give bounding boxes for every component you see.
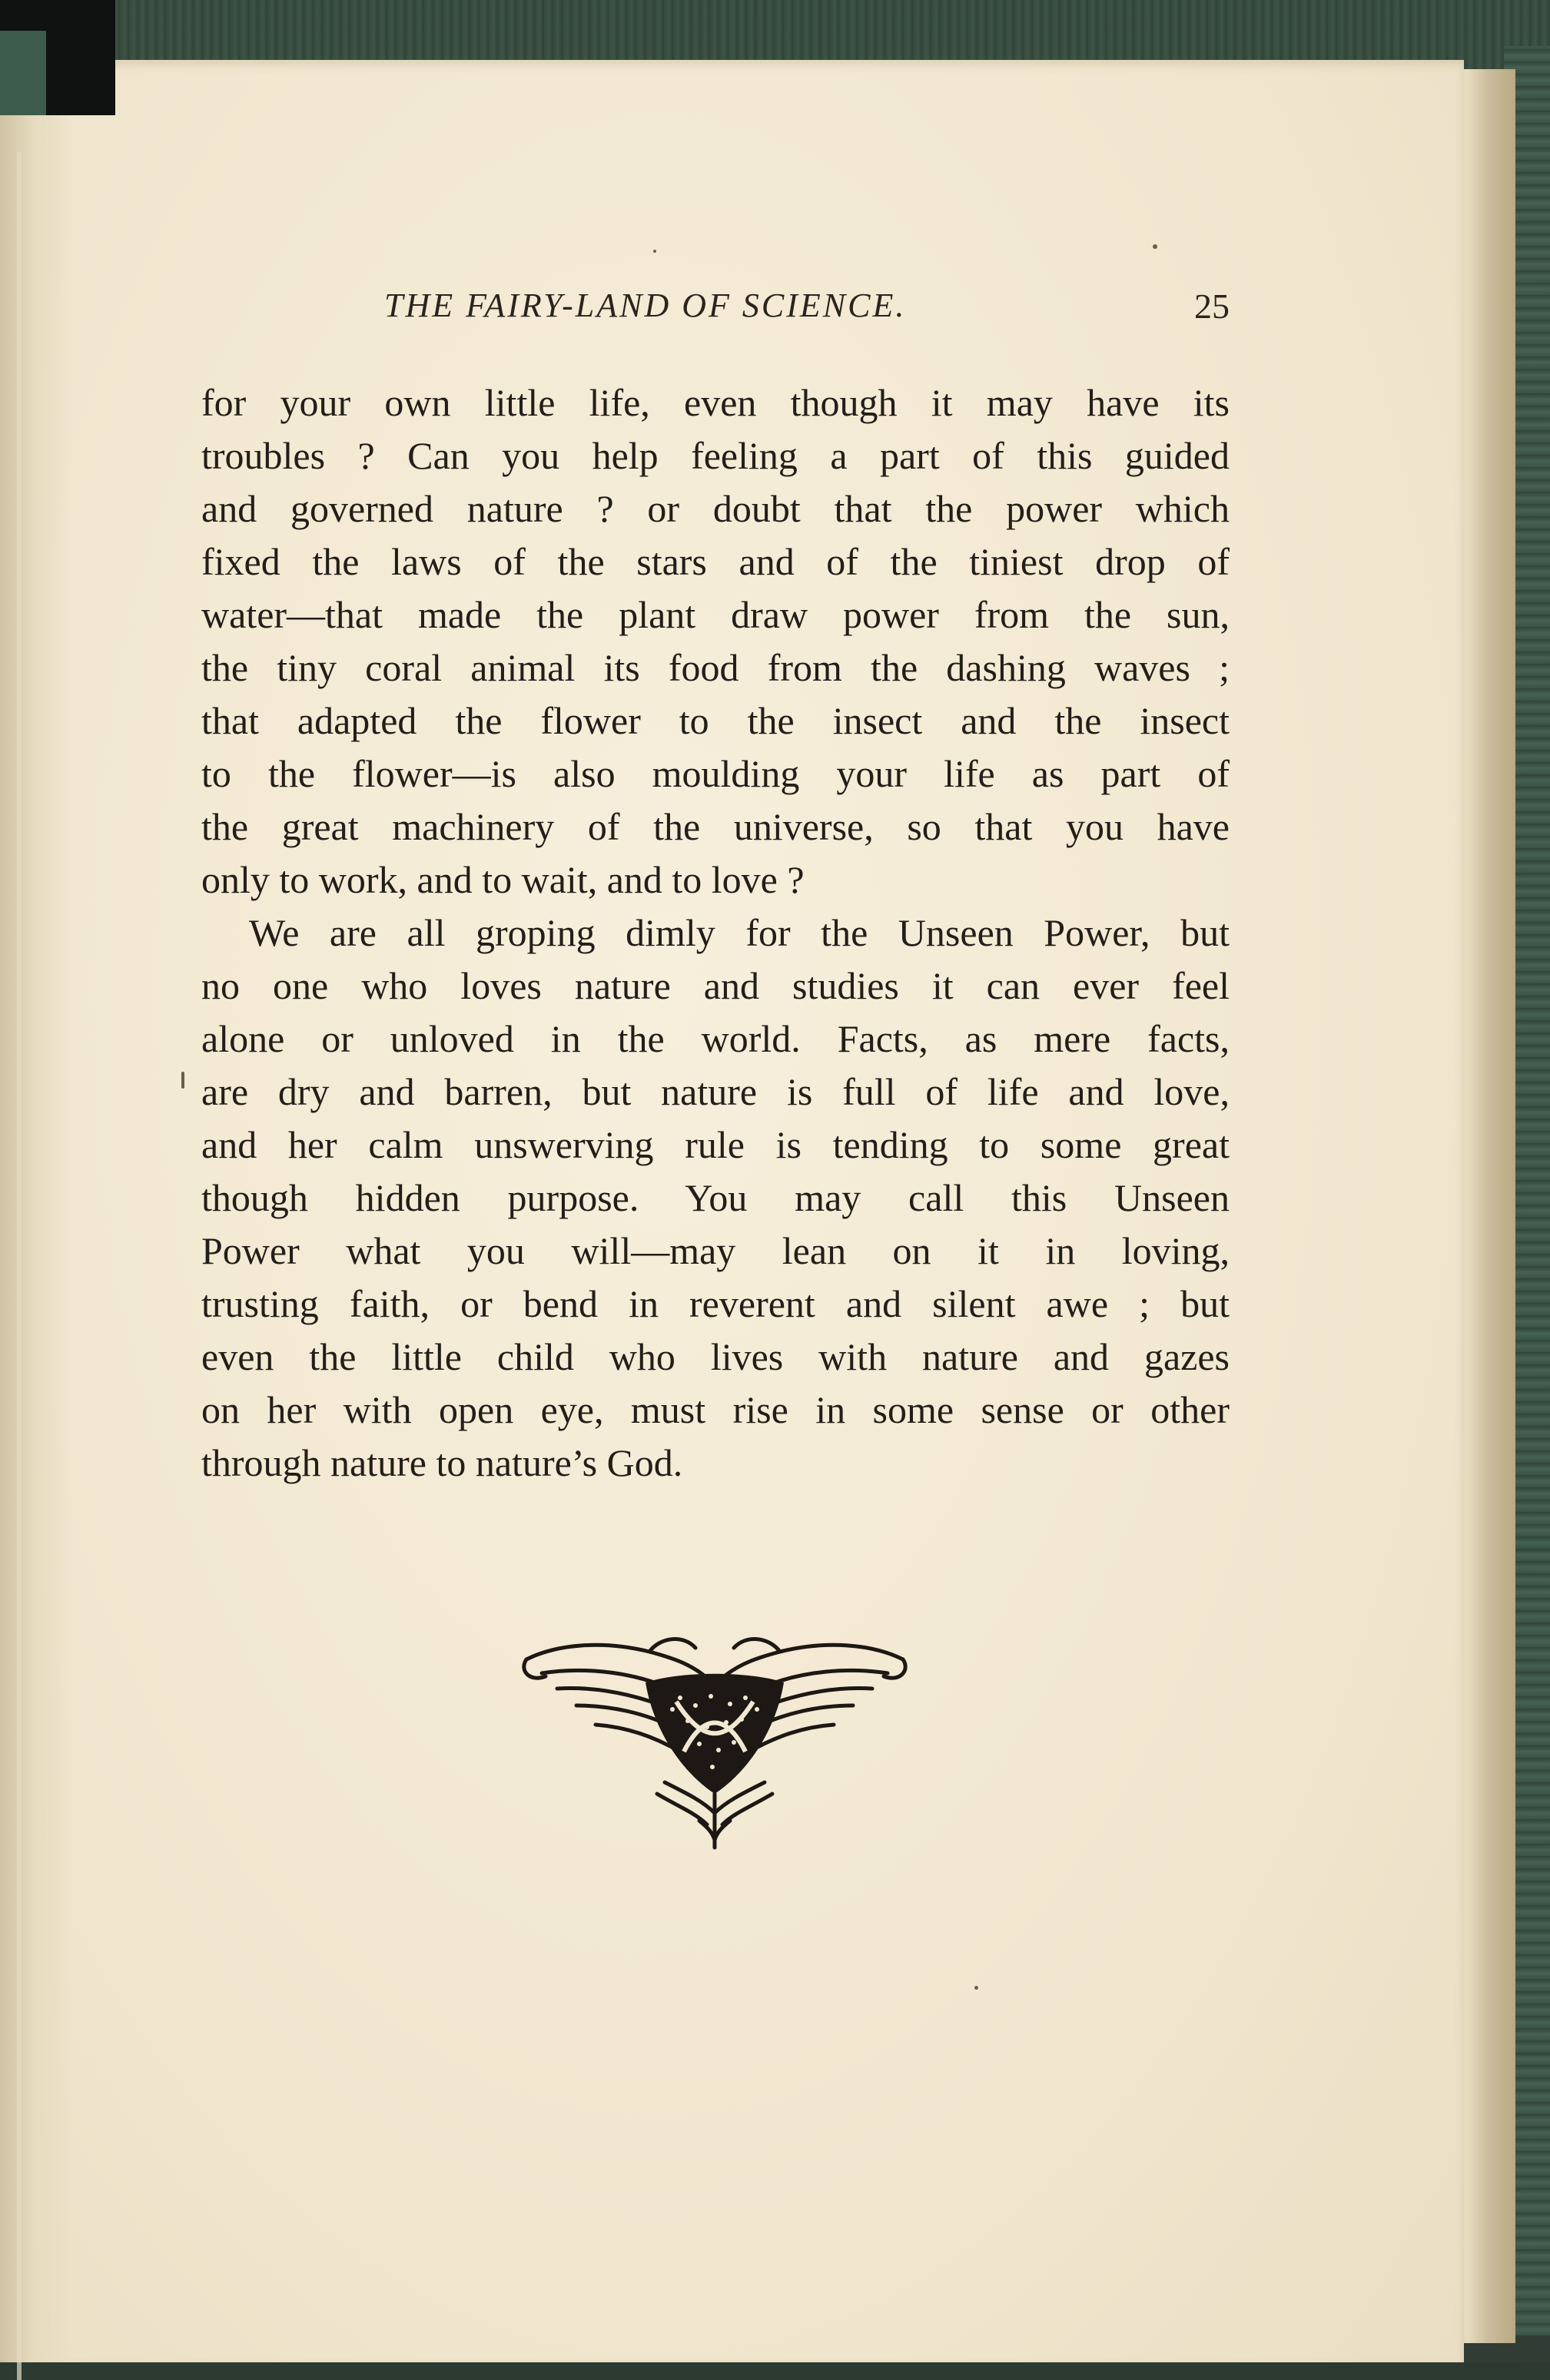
page-gutter <box>0 60 73 2362</box>
text-line: fixed the laws of the stars and of the tiniest drop of <box>201 540 1230 583</box>
text-line: and governed nature ? or doubt that the power which <box>201 487 1230 530</box>
text-line: troubles ? Can you help feeling a part of this guided <box>201 434 1230 477</box>
page-number: 25 <box>1194 287 1230 326</box>
paper-mark <box>181 1072 184 1089</box>
body-text <box>201 376 1230 1490</box>
text-line: Power what you will—may lean on it in loving, <box>201 1229 1230 1272</box>
paragraph-2 <box>201 907 1230 1490</box>
text-line: even the little child who lives with nature and gazes <box>201 1335 1230 1378</box>
paper-speck <box>653 250 656 253</box>
running-head: THE FAIRY-LAND OF SCIENCE. <box>384 287 907 324</box>
text-line: the tiny coral animal its food from the dashing waves ; <box>201 646 1230 689</box>
text-line: on her with open eye, must rise in some sense or other <box>201 1388 1230 1431</box>
text-line: We are all groping dimly for the Unseen Power, but <box>249 911 1230 954</box>
text-line: the great machinery of the universe, so that you have <box>201 805 1230 848</box>
text-line: to the flower—is also moulding your life as part of <box>201 752 1230 795</box>
text-line: trusting faith, or bend in reverent and silent awe ; but <box>201 1282 1230 1325</box>
text-line: though hidden purpose. You may call this Unseen <box>201 1176 1230 1219</box>
gutter-highlight <box>17 152 22 2380</box>
cover-corner <box>0 31 46 115</box>
paper-speck <box>1153 244 1157 249</box>
page-header <box>201 286 1230 340</box>
paper-speck <box>974 1986 978 1990</box>
text-line: only to work, and to wait, and to love ? <box>201 858 805 901</box>
tailpiece-ornament-icon <box>511 1629 918 1851</box>
text-line: no one who loves nature and studies it can ever feel <box>201 964 1230 1007</box>
text-line: for your own little life, even though it may have its <box>201 381 1230 424</box>
text-line: alone or unloved in the world. Facts, as mere facts, <box>201 1017 1230 1060</box>
text-line: that adapted the flower to the insect and the insect <box>201 699 1230 742</box>
text-line: water—that made the plant draw power from the sun, <box>201 593 1230 636</box>
text-line: through nature to nature’s God. <box>201 1441 683 1484</box>
text-line: are dry and barren, but nature is full of life and love, <box>201 1070 1230 1113</box>
paragraph-1 <box>201 376 1230 907</box>
text-line: and her calm unswerving rule is tending to some great <box>201 1123 1230 1166</box>
